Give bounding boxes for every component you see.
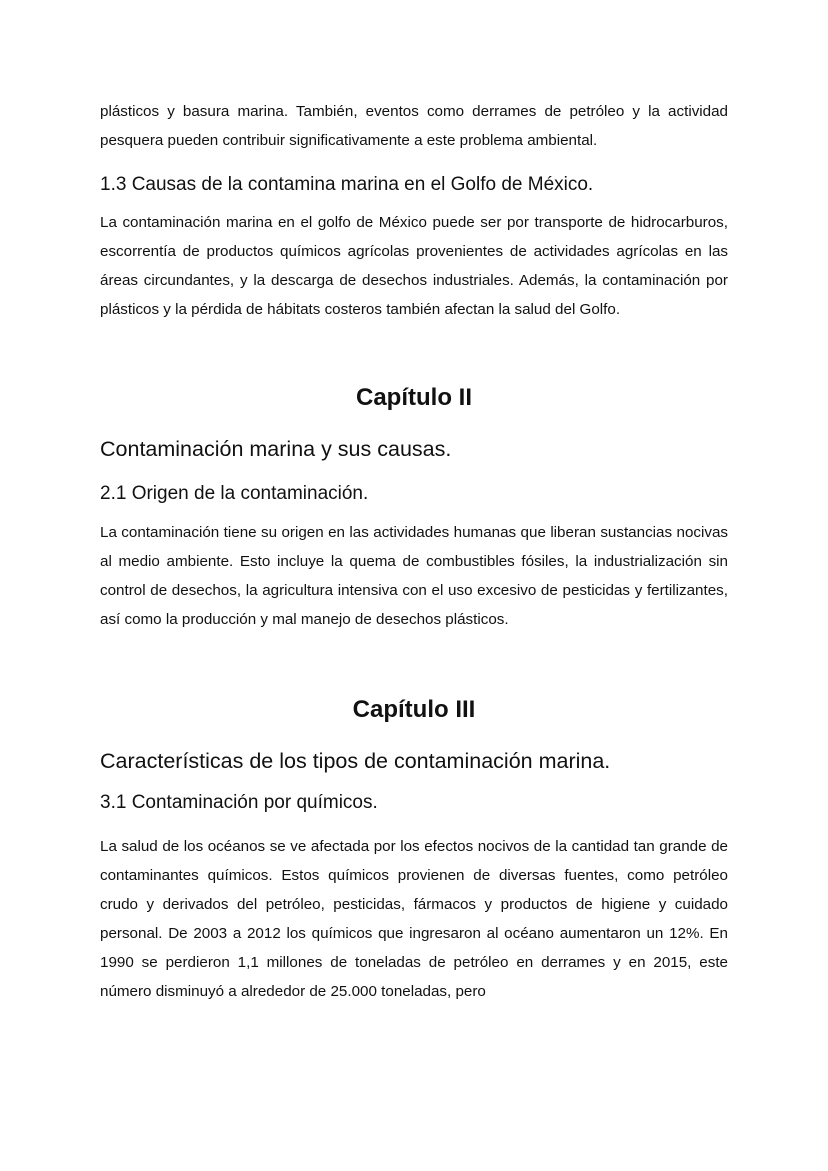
- section-2-1-body: La contaminación tiene su origen en las actividades humanas que liberan sustancias nocivas al medio ambiente. Esto incluye la quema de combustibles fósiles, la industrialización sin control de desechos, la agricultura intensiva con el uso excesivo de pesticidas y fertilizantes, así como la producción y mal manejo de desechos plásticos.: [100, 524, 728, 628]
- document-page: [100, 97, 728, 1006]
- chapter-2-title: Capítulo II: [356, 384, 472, 411]
- section-1-3-body: La contaminación marina en el golfo de México puede ser por transporte de hidrocarburos, escorrentía de productos químicos agrícolas provenientes de actividades agrícolas en las áreas circundantes, y la descarga de desechos industriales. Además, la contaminación por plásticos y la pérdida de hábitats costeros también afectan la salud del Golfo.: [100, 214, 728, 318]
- chapter-3-title: Capítulo III: [352, 696, 476, 723]
- intro-paragraph: plásticos y basura marina. También, eventos como derrames de petróleo y la actividad pesquera pueden contribuir significativamente a este problema ambiental.: [100, 103, 728, 149]
- chapter-2-subtitle: Contaminación marina y sus causas.: [100, 437, 452, 461]
- section-3-1-heading: 3.1 Contaminación por químicos.: [100, 792, 378, 813]
- section-2-1-heading: 2.1 Origen de la contaminación.: [100, 483, 369, 504]
- section-1-3-heading: 1.3 Causas de la contamina marina en el Golfo de México.: [100, 174, 594, 195]
- chapter-3-subtitle: Características de los tipos de contaminación marina.: [100, 749, 611, 773]
- section-3-1-body: La salud de los océanos se ve afectada por los efectos nocivos de la cantidad tan grande de contaminantes químicos. Estos químicos provienen de diversas fuentes, como petróleo crudo y derivados del petróleo, pesticidas, fármacos y productos de higiene y cuidado personal. De 2003 a 2012 los químicos que ingresaron al océano aumentaron un 12%. En 1990 se perdieron 1,1 millones de toneladas de petróleo en derrames y en 2015, este número disminuyó a alrededor de 25.000 toneladas, pero: [100, 838, 728, 1000]
